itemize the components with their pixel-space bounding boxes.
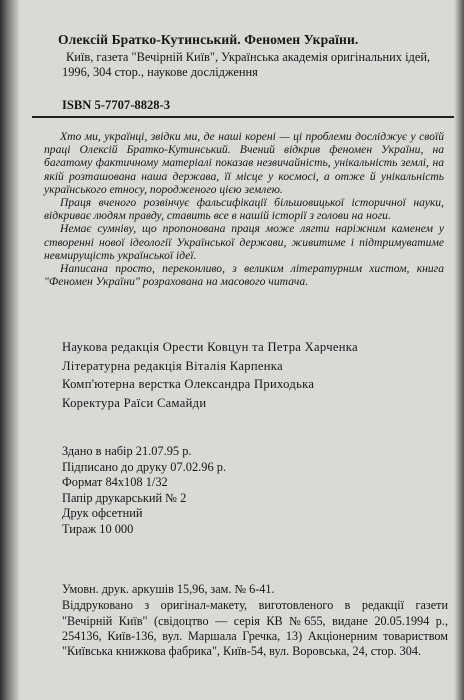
editorial-credits xyxy=(62,338,452,412)
typesetting-date: Здано в набір 21.07.95 р. xyxy=(62,444,192,458)
horizontal-rule xyxy=(32,116,454,118)
paper-type: Папір друкарський № 2 xyxy=(62,490,187,505)
book-title: Олексій Братко-Кутинський. Феномен України. xyxy=(58,32,359,47)
printing-info xyxy=(62,582,448,659)
page-left-edge-shadow xyxy=(0,0,20,700)
print-run: Тираж 10 000 xyxy=(62,521,134,536)
credit-line-proofreading: Коректура Раїси Самайди xyxy=(62,395,207,410)
publication-info: Київ, газета "Вечірній Київ", Українська академія оригінальних ідей, 1996, 304 стор., наукове дослідження xyxy=(62,50,431,79)
isbn-number: ISBN 5-7707-8828-3 xyxy=(62,98,171,112)
publishing-details xyxy=(62,444,362,537)
printer-details: Віддруковано з оригінал-макету, виготовленого в редакції газети "Вечірній Київ" (свідоцтво — серія КВ №655, видане 20.05.1994 р., 254136, Київ-136, вул. Маршала Гречка, 13) Акціонерним товариством "Київська книжкова фабрика", Київ-54, вул. Воровська, 24, стор. 304. xyxy=(62,598,448,659)
credit-line-scientific-editor: Наукова редакція Орести Ковцун та Петра Харченка xyxy=(62,340,358,354)
page-right-edge-shadow xyxy=(454,0,464,700)
signed-to-print-date: Підписано до друку 07.02.96 р. xyxy=(62,459,227,474)
annotation-paragraph: Немає сумніву, що пропонована праця може лягти наріжним каменем у створенні нової ідеології Української держави, живитиме і підтримуватиме невмирущість української ідеї. xyxy=(44,222,444,262)
annotation-paragraph: Написана просто, переконливо, з великим літературним хистом, книга "Феномен України" розрахована на масового читача. xyxy=(44,262,444,289)
credit-line-literary-editor: Літературна редакція Віталія Карпенка xyxy=(62,358,283,373)
annotation-block xyxy=(44,130,444,288)
print-method: Друк офсетний xyxy=(62,506,143,520)
paper-format: Формат 84x108 1/32 xyxy=(62,475,168,489)
credit-line-layout: Комп'ютерна верстка Олександра Приходька xyxy=(62,377,315,391)
sheets-order-line: Умовн. друк. аркушів 15,96, зам. № 6-41. xyxy=(62,582,275,596)
annotation-paragraph: Хто ми, українці, звідки ми, де наші корені — ці проблеми досліджує у своїй праці Олексій Братко-Кутинський. Вчений відкрив феномен України, на багатому фактичному матеріалі показав незвичайність, унікальність землі, на якій розташована наша держава, її місце у космосі, а отже й унікальність українського етносу, породженого цією землею. xyxy=(44,130,444,196)
annotation-paragraph: Праця вченого розвінчує фальсифікації більшовицької історичної науки, відкриває людям правду, ставить все в нашій історії з голови на ноги. xyxy=(44,196,444,223)
